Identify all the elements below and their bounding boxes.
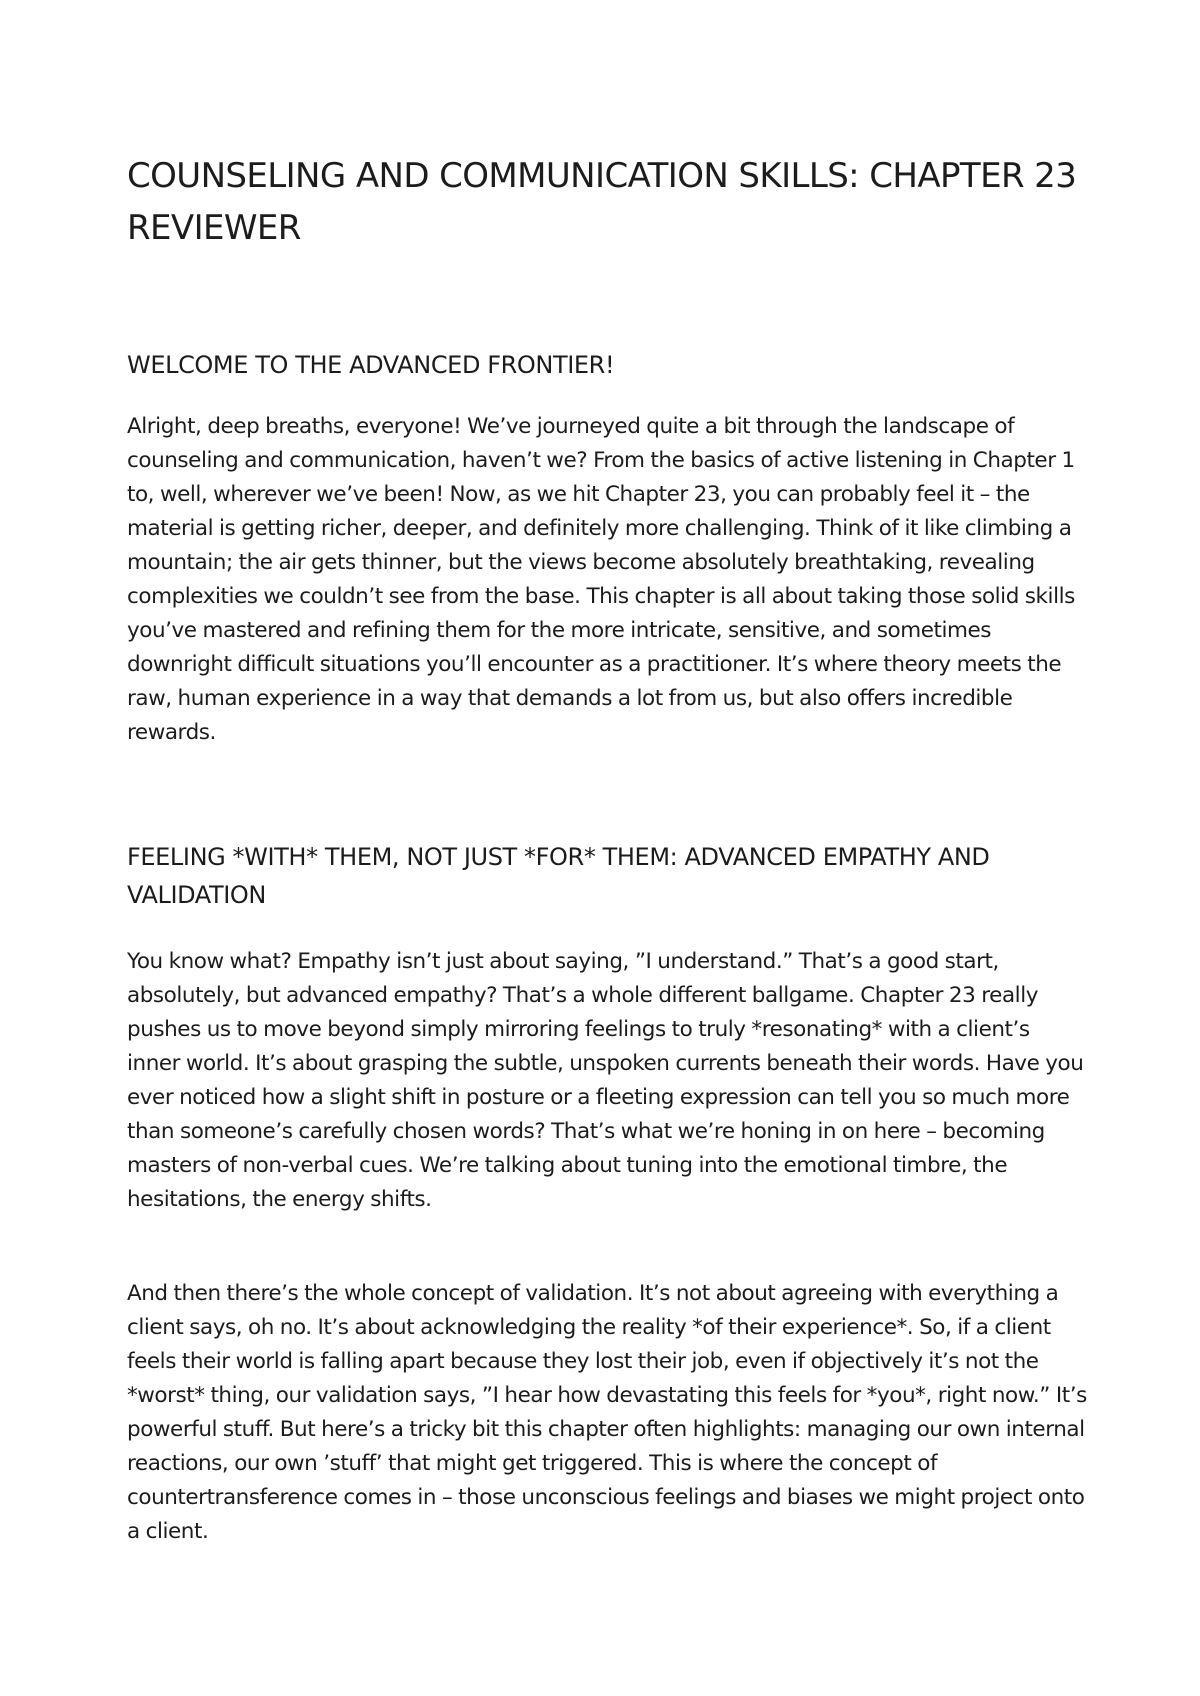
section-paragraph: And then there’s the whole concept of validation. It’s not about agreeing with everything a client says, oh no. It’s about acknowledging the reality *of their experience*. So, if a client feels their world is falling apart because they lost their job, even if objectively it’s not the *worst* thing, our validation says, ”I hear how devastating this feels for *you*, right now.” It’s powerful stuff. But here’s a tricky bit this chapter often highlights: managing our own internal reactions, our own ’stuff’ that might get triggered. This is where the concept of countertransference comes in – those unconscious feelings and biases we might project onto a client. [127, 1281, 1087, 1544]
section-paragraph: You know what? Empathy isn’t just about saying, ”I understand.” That’s a good start, absolutely, but advanced empathy? That’s a whole different ballgame. Chapter 23 really pushes us to move beyond simply mirroring feelings to truly *resonating* with a client’s inner world. It’s about grasping the subtle, unspoken currents beneath their words. Have you ever noticed how a slight shift in posture or a fleeting expression can tell you so much more than someone’s carefully chosen words? That’s what we’re honing in on here – becoming masters of non-verbal cues. We’re talking about tuning into the emotional timbre, the hesitations, the energy shifts. [127, 949, 1084, 1212]
section-paragraph: Alright, deep breaths, everyone! We’ve journeyed quite a bit through the landscape of counseling and communication, haven’t we? From the basics of active listening in Chapter 1 to, well, wherever we’ve been! Now, as we hit Chapter 23, you can probably feel it – the material is getting richer, deeper, and definitely more challenging. Think of it like climbing a mountain; the air gets thinner, but the views become absolutely breathtaking, revealing complexities we couldn’t see from the base. This chapter is all about taking those solid skills you’ve mastered and refining them for the more intricate, sensitive, and sometimes downright difficult situations you’ll encounter as a practitioner. It’s where theory meets the raw, human experience in a way that demands a lot from us, but also offers incredible rewards. [127, 414, 1075, 745]
section-heading-welcome: WELCOME TO THE ADVANCED FRONTIER! [127, 351, 615, 379]
section-heading-empathy: FEELING *WITH* THEM, NOT JUST *FOR* THEM: ADVANCED EMPATHY AND VALIDATION [127, 843, 990, 909]
document-title: COUNSELING AND COMMUNICATION SKILLS: CHAPTER 23 REVIEWER [127, 156, 1077, 248]
